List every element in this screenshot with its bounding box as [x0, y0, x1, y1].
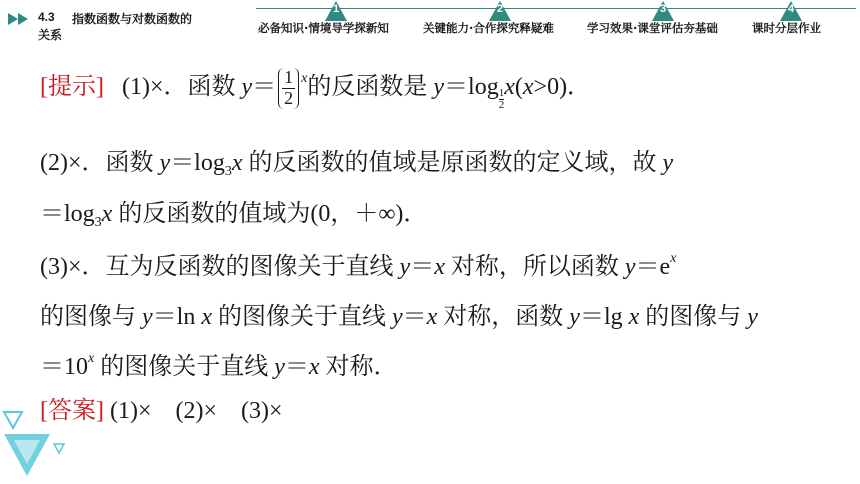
text-segment: ＝: [284, 354, 309, 380]
log-base: 3: [224, 164, 232, 179]
text-segment: ＝log: [40, 201, 95, 227]
var-y: y: [241, 74, 253, 100]
text-segment: ＝10: [40, 354, 88, 380]
log-base: 3: [94, 215, 102, 230]
text-segment: (1)×．函数: [121, 74, 242, 100]
var-y: y: [391, 304, 403, 330]
text-segment: 的图像关于直线: [211, 304, 392, 330]
log-base-numerator: 1: [498, 87, 505, 99]
text-segment: 的反函数的值域是原函数的定义域，故: [242, 150, 663, 176]
text-segment: 对称，所以函数: [444, 254, 625, 280]
tab-learning-effect[interactable]: 学习效果·课堂评估夯基础: [587, 21, 718, 35]
var-y: y: [399, 254, 411, 280]
text-segment: 的图像与: [639, 304, 748, 330]
nav-marker-2-number: 2: [496, 3, 504, 15]
hint-line-1: [40, 68, 591, 111]
var-y: y: [159, 150, 171, 176]
var-x: x: [201, 304, 212, 330]
text-segment: (: [514, 74, 523, 100]
text-segment: ＝: [410, 254, 435, 280]
var-y: y: [662, 150, 674, 176]
section-number: 4.3: [38, 10, 55, 24]
hint-line-4: [40, 248, 676, 286]
hint-line-2: [40, 144, 673, 183]
answer-text: (1)× (2)× (3)×: [103, 398, 283, 424]
text-segment: 对称．: [319, 354, 398, 380]
var-x: x: [426, 304, 438, 330]
hint-line-6: [40, 348, 398, 386]
var-x: x: [101, 201, 113, 227]
var-x: x: [504, 74, 515, 100]
header-bar: [0, 0, 860, 44]
text-segment: 的图像关于直线: [94, 354, 275, 380]
exponent-x: x: [301, 71, 308, 86]
tab-key-ability[interactable]: 关键能力·合作探究释疑难: [423, 21, 554, 35]
decorative-triangles-icon: [0, 404, 80, 484]
text-segment: 对称，函数: [437, 304, 570, 330]
text-segment: ＝lg: [579, 304, 629, 330]
hint-label: [提示]: [40, 74, 104, 100]
fraction-one-half: [278, 68, 299, 109]
exponent-x: x: [88, 351, 95, 366]
hint-line-5: [40, 298, 758, 336]
nav-marker-3-number: 3: [659, 3, 667, 15]
var-y: y: [433, 74, 445, 100]
text-segment: ＝e: [635, 254, 671, 280]
var-x: x: [628, 304, 640, 330]
fraction-denominator: 2: [284, 87, 294, 108]
exponent-x: x: [670, 251, 677, 266]
tab-essential-knowledge[interactable]: 必备知识·情境导学探新知: [258, 21, 389, 35]
text-segment: ＝log: [170, 150, 225, 176]
nav-marker-1-number: 1: [332, 3, 340, 15]
hint-line-3: [40, 195, 427, 234]
var-x: x: [434, 254, 445, 280]
nav-marker-4-number: 4: [787, 3, 795, 15]
var-y: y: [569, 304, 580, 330]
text-segment: ＝ln: [152, 304, 202, 330]
text-segment: ＝log: [444, 74, 499, 100]
var-x: x: [522, 74, 534, 100]
text-segment: >0)．: [533, 74, 592, 100]
text-segment: (2)×．函数: [40, 150, 160, 176]
var-y: y: [142, 304, 153, 330]
text-segment: (3)×．互为反函数的图像关于直线: [40, 254, 400, 280]
section-title-continued: 关系: [38, 28, 63, 42]
text-segment: ＝: [252, 74, 277, 100]
var-x: x: [231, 150, 243, 176]
var-y: y: [747, 304, 758, 330]
section-title: 指数函数与对数函数的: [72, 12, 193, 26]
var-x: x: [308, 354, 320, 380]
text-segment: 的图像与: [40, 304, 142, 330]
text-segment: ＝: [402, 304, 427, 330]
var-y: y: [624, 254, 636, 280]
log-base-denominator: 2: [498, 99, 505, 111]
play-forward-icon[interactable]: [8, 13, 32, 25]
text-segment: 的反函数的值域为(0，＋∞)．: [112, 201, 428, 227]
var-y: y: [274, 354, 285, 380]
tab-homework[interactable]: 课时分层作业: [752, 21, 821, 35]
fraction-numerator: 1: [284, 67, 294, 88]
text-segment: 的反函数是: [307, 74, 434, 100]
answer-label: [答案]: [40, 398, 104, 424]
